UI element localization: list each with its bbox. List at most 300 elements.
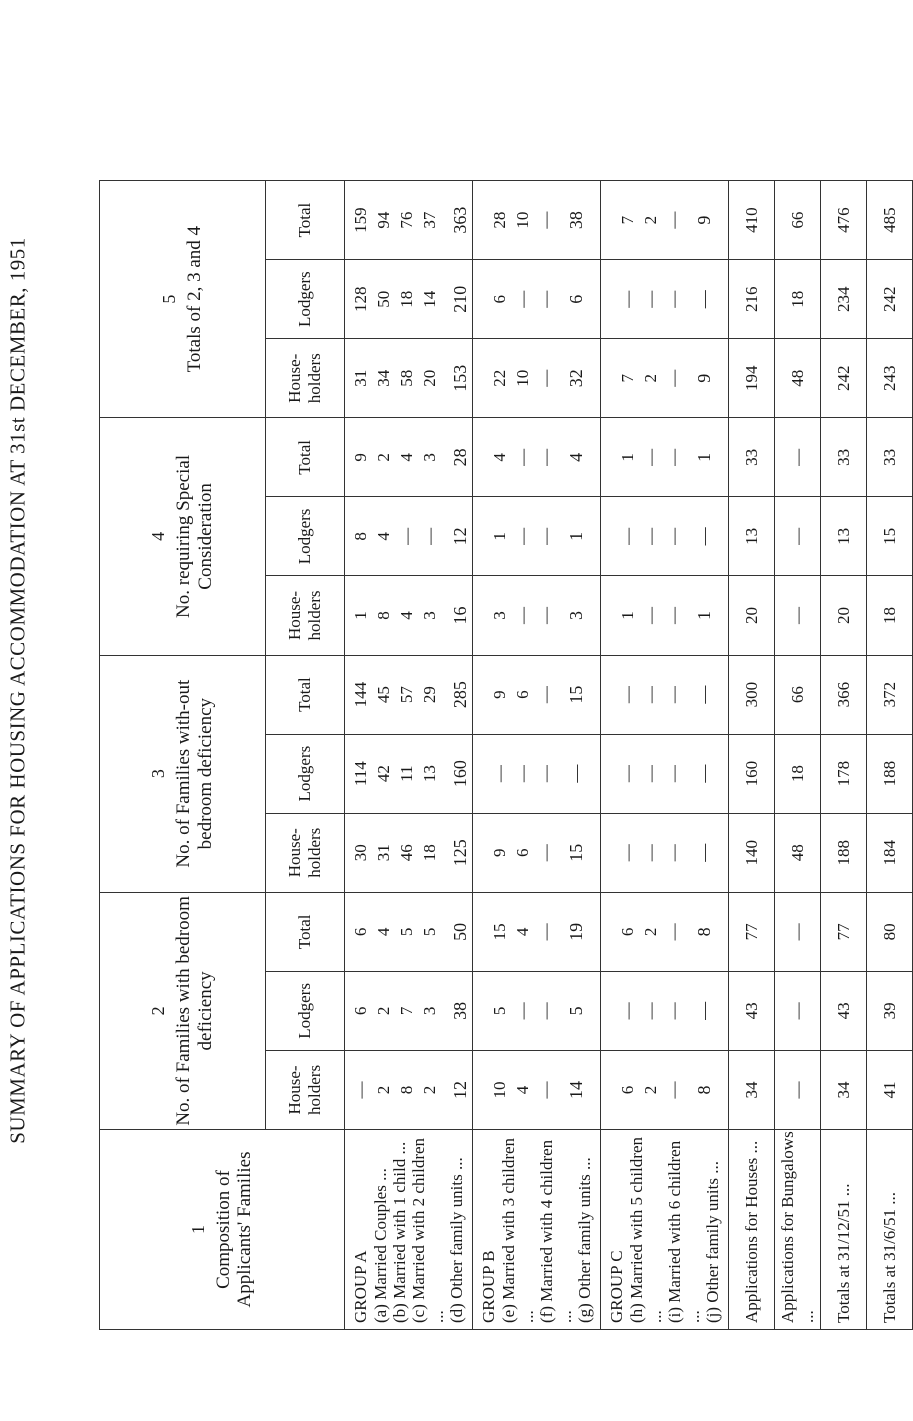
table-cell	[601, 655, 729, 734]
cell-total: 285	[449, 681, 470, 709]
subheader-total: Total	[266, 892, 345, 971]
cell-value: 29	[419, 686, 439, 704]
group-item: (g) Other family units ...	[574, 1157, 594, 1323]
cell-value: 4	[513, 927, 532, 937]
summary-cell: 20	[729, 576, 775, 655]
summary-label: Applications for Bungalows ...	[775, 1130, 821, 1330]
cell-value: 31	[373, 844, 393, 862]
cell-values	[347, 814, 471, 892]
cell-value: 58	[396, 369, 416, 387]
summary-cell: 77	[821, 892, 867, 971]
cell-values	[614, 735, 715, 813]
cell-total: 15	[566, 685, 586, 704]
cell-values	[486, 181, 587, 259]
group-name: GROUP A	[351, 1250, 371, 1323]
cell-value: 8	[373, 611, 393, 620]
table-cell	[473, 655, 601, 734]
cell-total: 6	[566, 294, 586, 304]
cell-value: —	[641, 686, 660, 704]
group-item: (a) Married Couples ...	[370, 1168, 390, 1323]
cell-value: 2	[373, 453, 393, 462]
cell-value: —	[536, 211, 555, 229]
summary-row	[775, 181, 821, 1330]
cell-value: 1	[350, 611, 370, 620]
cell-value: 4	[396, 611, 416, 620]
table-cell	[473, 418, 601, 497]
summary-cell: 34	[821, 1050, 867, 1129]
cell-value: 2	[641, 927, 660, 937]
cell-value: —	[664, 369, 683, 387]
cell-value: —	[618, 290, 637, 308]
cell-value: 13	[419, 765, 439, 783]
cell-total: 38	[566, 211, 586, 230]
cell-value: 31	[350, 369, 370, 387]
table-cell	[473, 260, 601, 339]
summary-cell: 410	[729, 181, 775, 260]
group-item: (j) Other family units ...	[702, 1161, 722, 1323]
cell-value: 2	[641, 374, 660, 383]
subheader-lodgers: Lodgers	[266, 497, 345, 576]
table-cell	[345, 734, 473, 813]
table-cell	[345, 181, 473, 260]
cell-value: —	[664, 527, 683, 545]
cell-total: 125	[449, 839, 470, 867]
table-cell	[601, 892, 729, 971]
summary-row	[867, 181, 913, 1330]
summary-cell: 234	[821, 260, 867, 339]
summary-cell: —	[775, 892, 821, 971]
cell-value: —	[490, 765, 509, 783]
group-name: GROUP B	[479, 1250, 499, 1323]
cell-value: —	[536, 607, 555, 624]
cell-value: —	[664, 448, 683, 466]
cell-value: —	[664, 686, 683, 704]
cell-value: 42	[373, 765, 393, 783]
column-header-composition: 1 Composition of Applicants' Families	[100, 1130, 345, 1330]
cell-value: —	[664, 607, 683, 624]
cell-total: —	[566, 764, 586, 783]
cell-value: 6	[618, 927, 637, 937]
table-cell	[601, 576, 729, 655]
summary-label: Totals at 31/12/51 ...	[821, 1130, 867, 1330]
cell-value: 2	[373, 1085, 393, 1095]
cell-value: —	[664, 844, 683, 862]
cell-value: 4	[373, 927, 393, 937]
summary-cell: —	[775, 1050, 821, 1129]
group-label	[473, 1130, 601, 1330]
cell-value: 6	[490, 294, 509, 304]
cell-value: 9	[490, 848, 509, 857]
cell-total: 28	[449, 448, 470, 467]
cell-value: —	[641, 844, 660, 862]
cell-total: 12	[449, 527, 470, 546]
table-cell	[601, 339, 729, 418]
cell-value: 14	[419, 290, 439, 308]
cell-values	[614, 576, 715, 654]
summary-cell: —	[775, 971, 821, 1050]
summary-cell: 41	[867, 1050, 913, 1129]
group-row	[345, 181, 473, 1330]
cell-total: 3	[566, 611, 586, 620]
cell-total: 160	[449, 760, 470, 788]
cell-value: 6	[513, 848, 532, 857]
cell-value: 46	[396, 844, 416, 862]
cell-value: 7	[396, 1006, 416, 1016]
cell-total: 5	[566, 1006, 586, 1016]
table-cell	[345, 260, 473, 339]
cell-value: 2	[641, 1085, 660, 1095]
cell-total: 9	[694, 373, 714, 383]
table-cell	[345, 971, 473, 1050]
cell-value: 20	[419, 369, 439, 387]
subheader-total: Total	[266, 181, 345, 260]
summary-cell: 184	[867, 813, 913, 892]
summary-cell: 216	[729, 260, 775, 339]
cell-value: —	[664, 211, 683, 229]
cell-values	[614, 1051, 715, 1129]
cell-value: 50	[373, 290, 393, 308]
cell-value: —	[641, 607, 660, 624]
summary-cell: 33	[729, 418, 775, 497]
table-cell	[473, 813, 601, 892]
cell-total: 16	[449, 606, 470, 625]
cell-value: —	[536, 527, 555, 545]
cell-values	[614, 893, 715, 971]
summary-cell: 33	[821, 418, 867, 497]
table-cell	[345, 892, 473, 971]
summary-cell: 39	[867, 971, 913, 1050]
summary-cell: —	[775, 418, 821, 497]
cell-value: 114	[350, 761, 370, 787]
cell-value: —	[350, 1081, 370, 1099]
cell-value: 2	[641, 215, 660, 225]
summary-cell: 34	[729, 1050, 775, 1129]
table-cell	[473, 971, 601, 1050]
cell-value: —	[664, 290, 683, 308]
cell-value: —	[513, 765, 532, 783]
table-cell	[601, 260, 729, 339]
summary-cell: —	[775, 497, 821, 576]
cell-value: —	[618, 1002, 637, 1020]
cell-value: 3	[419, 1006, 439, 1016]
column-header-totals: 5 Totals of 2, 3 and 4	[100, 181, 266, 418]
cell-values	[614, 972, 715, 1050]
subheader-total: Total	[266, 655, 345, 734]
summary-row	[729, 181, 775, 1330]
cell-value: 128	[350, 286, 370, 312]
cell-total: 38	[449, 1001, 470, 1020]
group-item: (b) Married with 1 child ...	[389, 1141, 409, 1323]
cell-value: 4	[513, 1085, 532, 1095]
cell-value: 9	[350, 453, 370, 462]
summary-label: Applications for Houses ...	[729, 1130, 775, 1330]
summary-cell: 188	[867, 734, 913, 813]
cell-value: —	[664, 1002, 683, 1020]
summary-cell: 18	[867, 576, 913, 655]
cell-values	[486, 656, 587, 734]
cell-values	[347, 497, 471, 575]
cell-total: —	[694, 1001, 714, 1020]
table-cell	[345, 1050, 473, 1129]
cell-values	[614, 814, 715, 892]
table-cell	[601, 181, 729, 260]
cell-total: —	[694, 764, 714, 783]
summary-cell: 77	[729, 892, 775, 971]
cell-value: 57	[396, 686, 416, 704]
cell-value: —	[641, 527, 660, 545]
cell-value: 94	[373, 211, 393, 229]
summary-cell: 80	[867, 892, 913, 971]
cell-values	[486, 339, 587, 417]
cell-value: 4	[490, 453, 509, 462]
summary-cell: 18	[775, 734, 821, 813]
cell-total: 8	[694, 927, 714, 937]
cell-value: 5	[419, 927, 439, 937]
cell-values	[347, 972, 471, 1050]
summary-cell: 48	[775, 813, 821, 892]
table-cell	[473, 1050, 601, 1129]
group-item: (h) Married with 5 children ...	[626, 1137, 665, 1323]
cell-value: —	[536, 686, 555, 704]
group-row	[473, 181, 601, 1330]
summary-cell: 300	[729, 655, 775, 734]
cell-values	[614, 260, 715, 338]
column-header-without-deficiency: 3 No. of Families with-out bedroom deficiency	[100, 655, 266, 892]
cell-total: 9	[694, 215, 714, 225]
table-cell	[345, 576, 473, 655]
group-name: GROUP C	[607, 1250, 627, 1323]
table-cell	[345, 655, 473, 734]
cell-values	[486, 418, 587, 496]
cell-total: 153	[449, 364, 470, 392]
summary-cell: 43	[729, 971, 775, 1050]
subheader-lodgers: Lodgers	[266, 734, 345, 813]
summary-cell: 242	[867, 260, 913, 339]
summary-cell: 372	[867, 655, 913, 734]
table-cell	[345, 418, 473, 497]
cell-values	[347, 656, 471, 734]
summary-cell: 194	[729, 339, 775, 418]
group-label	[345, 1130, 473, 1330]
group-item: (i) Married with 6 children ...	[664, 1140, 703, 1323]
cell-value: 28	[490, 211, 509, 229]
cell-values	[347, 1051, 471, 1129]
column-header-bedroom-deficiency: 2 No. of Families with bedroom deficiency	[100, 892, 266, 1129]
cell-total: —	[694, 527, 714, 546]
cell-total: 4	[566, 452, 586, 462]
subheader-lodgers: Lodgers	[266, 971, 345, 1050]
cell-value: —	[419, 527, 439, 545]
cell-total: 50	[449, 922, 470, 941]
summary-label: Totals at 31/6/51 ...	[867, 1130, 913, 1330]
cell-values	[347, 181, 471, 259]
cell-value: 37	[419, 211, 439, 229]
cell-total: —	[694, 290, 714, 309]
cell-values	[347, 893, 471, 971]
cell-value: —	[513, 448, 532, 466]
cell-value: 5	[396, 927, 416, 937]
summary-cell: 188	[821, 813, 867, 892]
table-body	[345, 181, 913, 1330]
cell-value: 1	[618, 611, 637, 620]
summary-table-wrapper	[99, 180, 899, 1330]
summary-cell: 48	[775, 339, 821, 418]
cell-value: 76	[396, 211, 416, 229]
table-cell	[473, 497, 601, 576]
cell-value: 10	[513, 369, 532, 387]
table-cell	[345, 339, 473, 418]
summary-row	[821, 181, 867, 1330]
cell-values	[614, 181, 715, 259]
summary-cell: 66	[775, 655, 821, 734]
cell-total: 363	[449, 206, 470, 234]
summary-cell: 160	[729, 734, 775, 813]
cell-value: —	[641, 448, 660, 466]
cell-value: 30	[350, 844, 370, 862]
cell-total: 8	[694, 1085, 714, 1095]
cell-values	[347, 576, 471, 654]
cell-value: —	[536, 765, 555, 783]
cell-value: 8	[350, 532, 370, 541]
table-cell	[601, 418, 729, 497]
cell-total: 210	[449, 285, 470, 313]
cell-value: —	[513, 527, 532, 545]
cell-value: 144	[350, 681, 370, 708]
cell-value: 7	[618, 374, 637, 383]
cell-values	[486, 497, 587, 575]
summary-cell: 243	[867, 339, 913, 418]
table-cell	[601, 1050, 729, 1129]
cell-value: 4	[396, 453, 416, 462]
cell-value: 22	[490, 369, 509, 387]
cell-value: 4	[373, 532, 393, 541]
cell-value: 1	[490, 532, 509, 541]
cell-values	[614, 418, 715, 496]
cell-values	[347, 418, 471, 496]
summary-cell: 366	[821, 655, 867, 734]
group-item: (e) Married with 3 children ...	[498, 1137, 537, 1323]
cell-value: —	[618, 686, 637, 704]
summary-cell: 178	[821, 734, 867, 813]
summary-cell: 13	[729, 497, 775, 576]
cell-value: 7	[618, 215, 637, 225]
cell-value: —	[618, 844, 637, 862]
summary-cell: 20	[821, 576, 867, 655]
cell-value: 3	[490, 611, 509, 620]
cell-value: —	[641, 1002, 660, 1020]
cell-total: 19	[566, 922, 586, 941]
table-cell	[601, 497, 729, 576]
cell-value: —	[664, 923, 683, 941]
cell-value: 2	[419, 1085, 439, 1095]
cell-values	[486, 972, 587, 1050]
cell-value: —	[641, 290, 660, 308]
cell-values	[486, 814, 587, 892]
cell-value: —	[536, 369, 555, 387]
cell-total: 1	[694, 611, 714, 620]
cell-value: 18	[396, 290, 416, 308]
table-cell	[473, 892, 601, 971]
table-cell	[473, 734, 601, 813]
summary-cell: 140	[729, 813, 775, 892]
summary-cell: 66	[775, 181, 821, 260]
cell-values	[486, 260, 587, 338]
cell-value: —	[664, 1081, 683, 1099]
cell-value: 5	[490, 1006, 509, 1016]
cell-value: —	[396, 527, 416, 545]
cell-value: 15	[490, 923, 509, 941]
cell-values	[486, 893, 587, 971]
table-cell	[473, 181, 601, 260]
table-cell	[601, 734, 729, 813]
cell-value: —	[536, 448, 555, 466]
cell-value: 10	[490, 1081, 509, 1099]
cell-value: 6	[350, 927, 370, 937]
cell-total: —	[694, 843, 714, 862]
cell-total: 15	[566, 843, 586, 862]
cell-value: —	[641, 765, 660, 783]
cell-value: —	[513, 607, 532, 624]
cell-value: 6	[618, 1085, 637, 1095]
subheader-householders: House-holders	[266, 576, 345, 655]
subheader-householders: House-holders	[266, 339, 345, 418]
cell-value: —	[536, 923, 555, 941]
subheader-total: Total	[266, 418, 345, 497]
cell-value: —	[513, 290, 532, 308]
cell-value: —	[513, 1002, 532, 1020]
cell-value: 8	[396, 1085, 416, 1095]
column-header-special-consideration: 4 No. requiring Special Consideration	[100, 418, 266, 655]
cell-value: 6	[350, 1006, 370, 1016]
table-cell	[345, 497, 473, 576]
page-title: SUMMARY OF APPLICATIONS FOR HOUSING ACCOMMODATION AT 31st DECEMBER, 1951	[5, 236, 30, 1144]
cell-value: —	[536, 1081, 555, 1099]
table-cell	[473, 576, 601, 655]
cell-value: 1	[618, 453, 637, 462]
group-item: (c) Married with 2 children ...	[408, 1137, 447, 1323]
cell-value: 3	[419, 453, 439, 462]
cell-value: 2	[373, 1006, 393, 1016]
cell-total: 12	[449, 1080, 470, 1099]
cell-value: —	[618, 527, 637, 545]
cell-values	[347, 260, 471, 338]
cell-value: —	[536, 1002, 555, 1020]
subheader-lodgers: Lodgers	[266, 260, 345, 339]
group-row	[601, 181, 729, 1330]
cell-total: 1	[566, 531, 586, 541]
cell-value: 9	[490, 690, 509, 699]
cell-total: 32	[566, 369, 586, 388]
cell-values	[347, 735, 471, 813]
cell-value: 6	[513, 690, 532, 699]
group-label	[601, 1130, 729, 1330]
summary-cell: 15	[867, 497, 913, 576]
table-cell	[601, 971, 729, 1050]
cell-value: —	[536, 290, 555, 308]
summary-cell: 485	[867, 181, 913, 260]
cell-value: 10	[513, 211, 532, 229]
cell-values	[347, 339, 471, 417]
cell-total: 1	[694, 452, 714, 462]
cell-values	[486, 576, 587, 654]
cell-value: 159	[350, 207, 370, 233]
cell-value: 34	[373, 369, 393, 387]
subheader-householders: House-holders	[266, 1050, 345, 1129]
cell-value: —	[664, 765, 683, 783]
cell-value: 45	[373, 686, 393, 704]
cell-value: 18	[419, 844, 439, 862]
summary-cell: 13	[821, 497, 867, 576]
